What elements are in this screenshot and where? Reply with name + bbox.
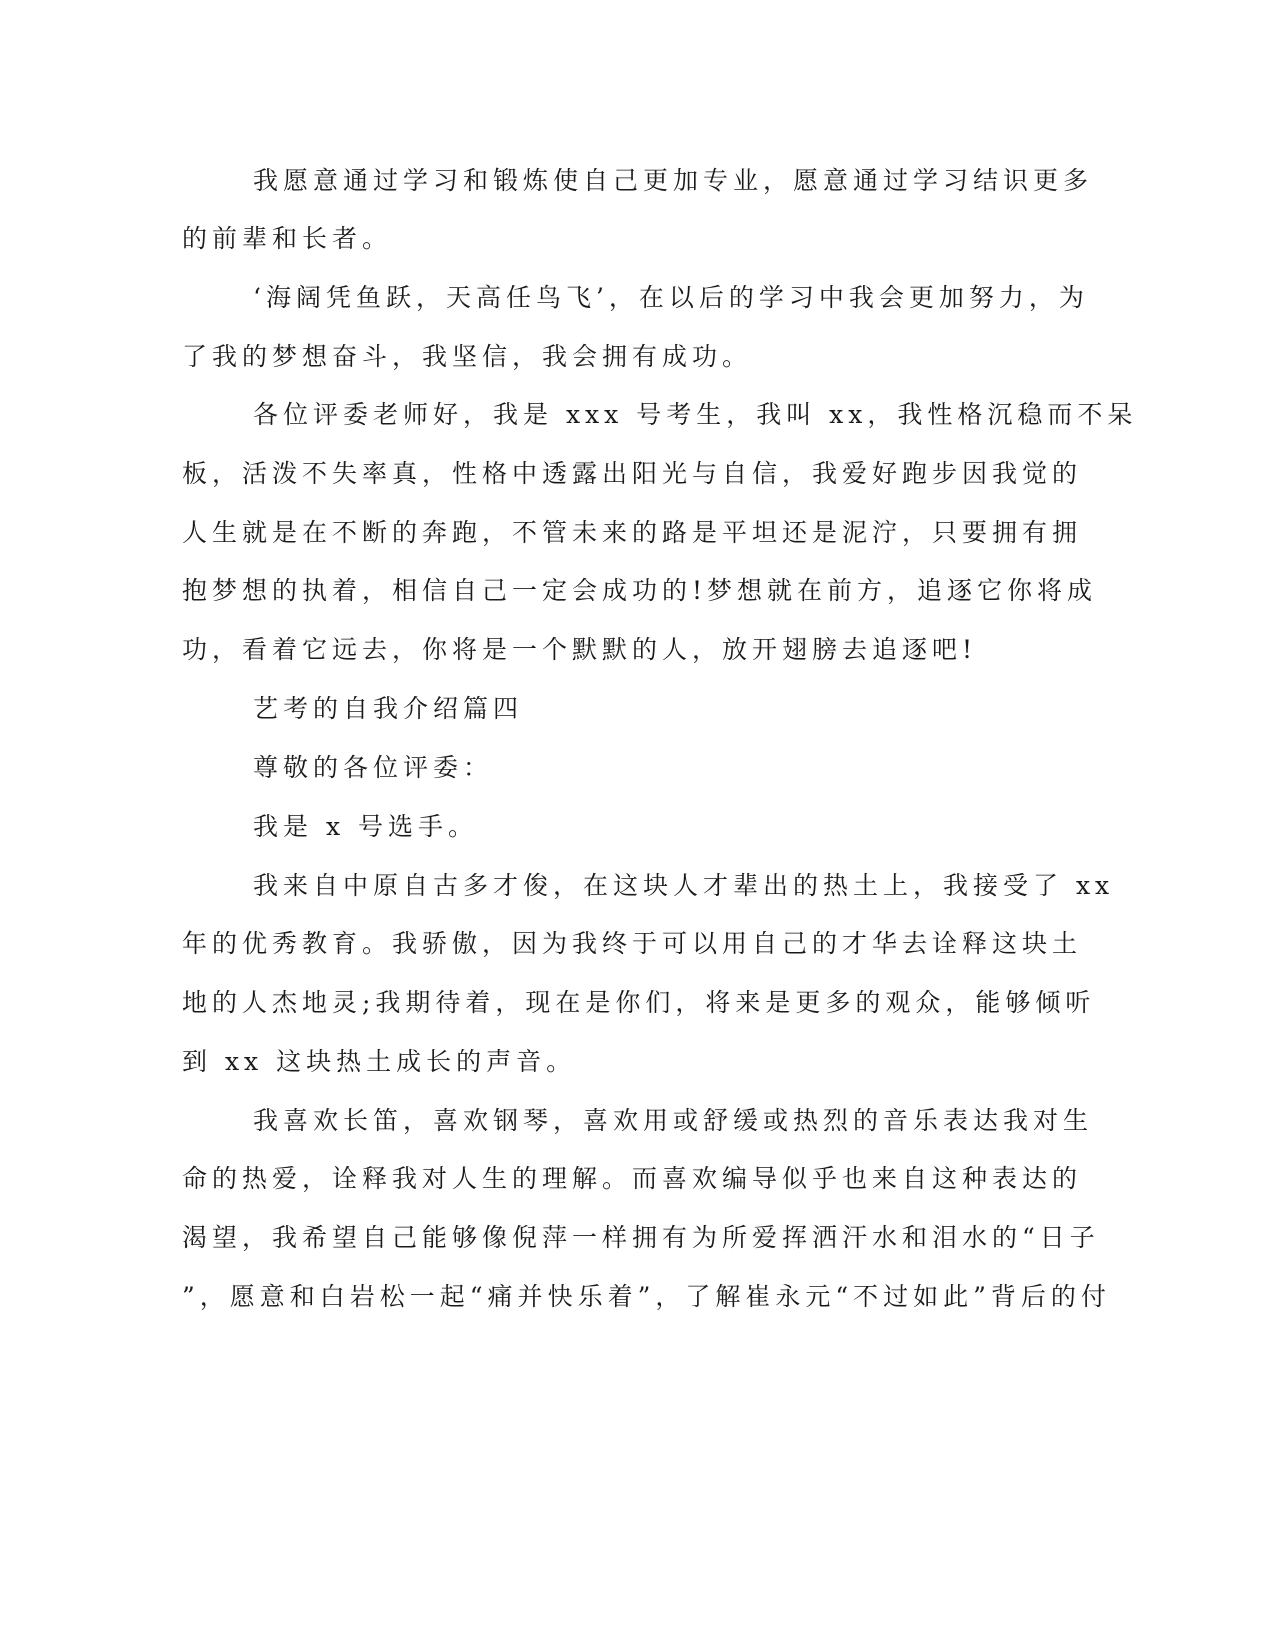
text-line: 了我的梦想奋斗，我坚信，我会拥有成功。 bbox=[182, 342, 753, 371]
text-line: 地的人杰地灵;我期待着，现在是你们，将来是更多的观众，能够倾听 bbox=[182, 988, 1096, 1017]
text-line: 各位评委老师好，我是 xxx 号考生，我叫 xx，我性格沉稳而不呆 bbox=[253, 400, 1138, 429]
text-line: 我来自中原自古多才俊，在这块人才辈出的热土上，我接受了 xx bbox=[253, 871, 1115, 900]
text-line: ”，愿意和白岩松一起“痛并快乐着”，了解崔永元“不过如此”背后的付 bbox=[182, 1282, 1111, 1311]
text-line: 人生就是在不断的奔跑，不管未来的路是平坦还是泥泞，只要拥有拥 bbox=[182, 518, 1083, 547]
salutation: 尊敬的各位评委： bbox=[253, 753, 494, 782]
section-heading: 艺考的自我介绍篇四 bbox=[253, 694, 524, 723]
text-line: 我是 x 号选手。 bbox=[253, 812, 478, 841]
text-line: 渴望，我希望自己能够像倪萍一样拥有为所爱挥洒汗水和泪水的“日子 bbox=[182, 1223, 1100, 1252]
text-line: 命的热爱，诠释我对人生的理解。而喜欢编导似乎也来自这种表达的 bbox=[182, 1164, 1083, 1193]
text-line: 我喜欢长笛，喜欢钢琴，喜欢用或舒缓或热烈的音乐表达我对生 bbox=[253, 1106, 1094, 1135]
text-line: 板，活泼不失率真，性格中透露出阳光与自信，我爱好跑步因我觉的 bbox=[182, 459, 1083, 488]
text-line: 年的优秀教育。我骄傲，因为我终于可以用自己的才华去诠释这块土 bbox=[182, 929, 1083, 958]
text-line: 到 xx 这块热土成长的声音。 bbox=[182, 1047, 577, 1076]
text-line: 的前辈和长者。 bbox=[182, 224, 393, 253]
text-line: 功，看着它远去，你将是一个默默的人，放开翅膀去追逐吧! bbox=[182, 635, 978, 664]
text-line: ‘海阔凭鱼跃，天高任鸟飞’，在以后的学习中我会更加努力，为 bbox=[253, 283, 1089, 312]
text-line: 我愿意通过学习和锻炼使自己更加专业，愿意通过学习结识更多 bbox=[253, 166, 1094, 195]
text-line: 抱梦想的执着，相信自己一定会成功的!梦想就在前方，追逐它你将成 bbox=[182, 576, 1098, 605]
